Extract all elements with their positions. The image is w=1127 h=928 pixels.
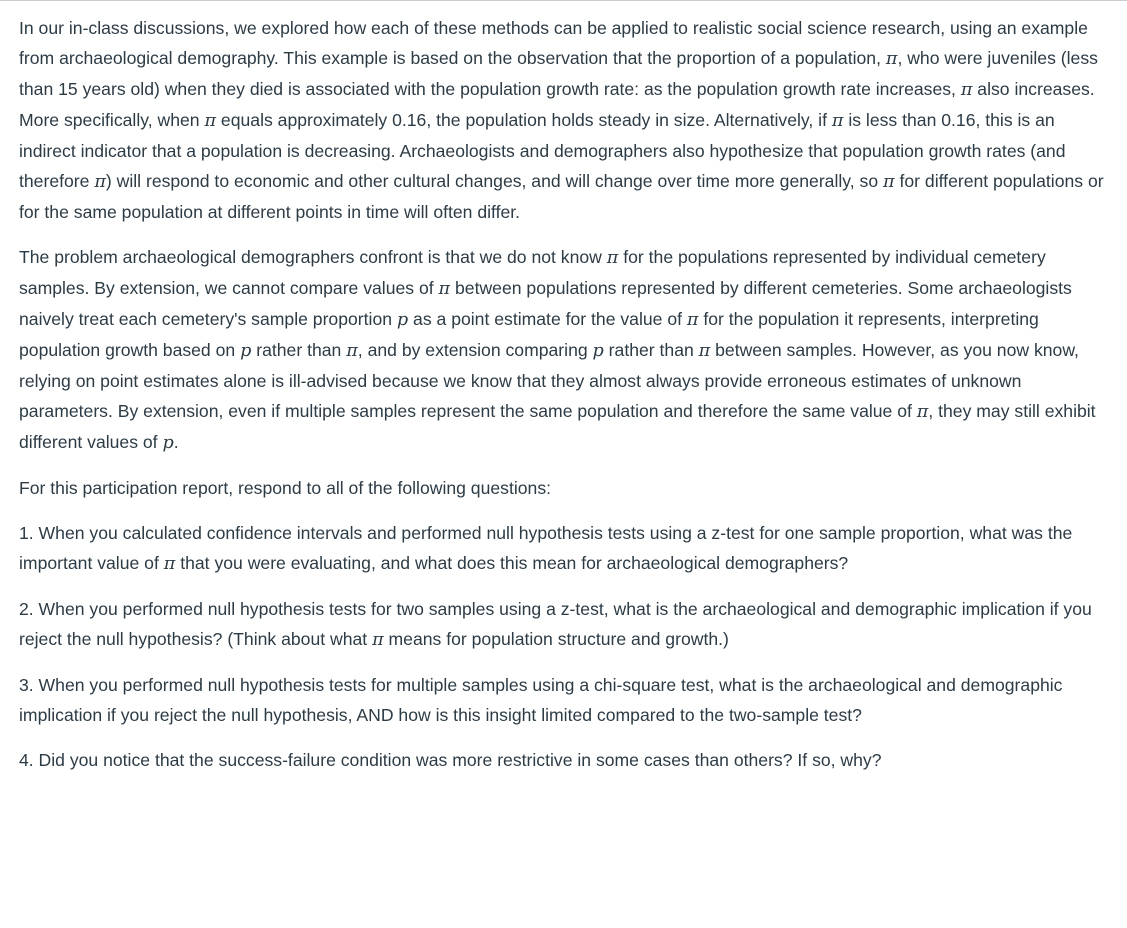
question-1: [19, 518, 1113, 579]
pi-symbol: π: [885, 49, 898, 69]
problem-paragraph: [19, 242, 1113, 458]
text-run: equals approximately 0.16, the population holds steady in size. Alternatively, if: [216, 110, 832, 130]
p-symbol: p: [396, 310, 409, 330]
text-run: , who were juveniles (less than 15 years old) when they died is associated with the population growth rate: as the population growth rate increases,: [19, 48, 1098, 99]
text-run: , they may still exhibit different values of: [19, 401, 1096, 452]
pi-symbol: π: [163, 554, 176, 574]
p-symbol: p: [592, 341, 604, 361]
text-run: , and by extension comparing: [357, 340, 593, 360]
top-divider: [0, 0, 1127, 1]
pi-symbol: π: [606, 248, 619, 268]
text-run: for different populations or for the same population at different points in time will often differ.: [19, 171, 1104, 222]
text-run: between samples. However, as you now know, relying on point estimates alone is ill-advised because we know that they almost always provide erroneous estimates of unknown parameters. By extension, even if multiple samples represent the same population and therefore the same value of: [19, 340, 1079, 421]
question-3: [19, 670, 1113, 730]
pi-symbol: π: [372, 630, 384, 650]
text-run: rather than: [251, 340, 347, 360]
text-run: 1. When you calculated confidence intervals and performed null hypothesis tests using a z-test for one sample proportion, what was the important value of: [19, 523, 1073, 573]
question-2: [19, 594, 1113, 655]
intro-paragraph: [19, 13, 1113, 227]
text-run: In our in-class discussions, we explored how each of these methods can be applied to realistic social science research, using an example from archaeological demography. This example is based on the observation that the proportion of a population,: [19, 18, 1088, 68]
pi-symbol: π: [94, 172, 106, 192]
instructions-paragraph: [19, 473, 1113, 503]
text-run: .: [173, 432, 179, 452]
text-run: means for population structure and growth.): [383, 629, 729, 649]
pi-symbol: π: [686, 310, 699, 330]
text-run: is less than 0.16, this is an indirect indicator that a population is decreasing. Archaeologists and demographers also hypothesize that population growth rates (and therefore: [19, 110, 1066, 191]
pi-symbol: π: [204, 111, 217, 131]
pi-symbol: π: [960, 80, 973, 100]
p-symbol: p: [162, 433, 174, 453]
text-run: rather than: [603, 340, 699, 360]
text-run: The problem archaeological demographers confront is that we do not know: [19, 247, 607, 267]
pi-symbol: π: [916, 402, 929, 422]
text-run: that you were evaluating, and what does this mean for archaeological demographers?: [175, 553, 849, 573]
pi-symbol: π: [346, 341, 358, 361]
text-run: For this participation report, respond to all of the following questions:: [19, 478, 552, 498]
text-run: 4. Did you notice that the success-failure condition was more restrictive in some cases than others? If so, why?: [19, 750, 882, 770]
pi-symbol: π: [883, 172, 895, 192]
pi-symbol: π: [438, 279, 451, 299]
text-run: for the population it represents, interpreting population growth based on: [19, 309, 1039, 360]
text-run: 3. When you performed null hypothesis tests for multiple samples using a chi-square test, what is the archaeological and demographic implication if you reject the null hypothesis, AND how is this insight limited compared to the two-sample test?: [19, 675, 1063, 725]
pi-symbol: π: [831, 111, 844, 131]
p-symbol: p: [240, 341, 252, 361]
text-run: for the populations represented by individual cemetery samples. By extension, we cannot compare values of: [19, 247, 1046, 298]
text-run: ) will respond to economic and other cultural changes, and will change over time more generally, so: [105, 171, 884, 191]
text-run: between populations represented by different cemeteries. Some archaeologists naively treat each cemetery's sample proportion: [19, 278, 1072, 329]
pi-symbol: π: [698, 341, 711, 361]
question-4: [19, 745, 1113, 775]
text-run: also increases. More specifically, when: [19, 79, 1095, 130]
assignment-body: [19, 13, 1113, 790]
text-run: 2. When you performed null hypothesis tests for two samples using a z-test, what is the archaeological and demographic implication if you reject the null hypothesis? (Think about what: [19, 599, 1092, 649]
text-run: as a point estimate for the value of: [408, 309, 687, 329]
